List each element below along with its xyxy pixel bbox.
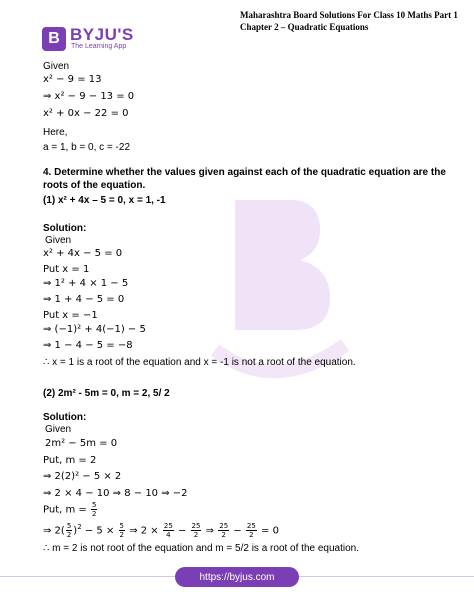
solution-label: Solution: [43,223,87,234]
step-line: ⇒ 2 × 4 − 10 ⇒ 8 − 10 ⇒ −2 [43,488,188,499]
byjus-logo [42,27,66,51]
equation-line: ⇒ x² − 9 − 13 = 0 [43,91,135,102]
logo-glyph: B [48,30,60,47]
put-line: Put, m = 2 [43,455,97,466]
brand-tagline: The Learning App [71,43,127,50]
given-label: Given [45,235,72,246]
equation-line: x² − 9 = 13 [43,74,102,85]
put-line-fraction [43,501,98,518]
fraction: $\frac{5}{2}$ [91,501,97,518]
equation-line: 2m² − 5m = 0 [45,438,118,449]
part1-title: (1) x² + 4x – 5 = 0, x = 1, -1 [43,195,166,206]
solution-label: Solution: [43,412,87,423]
equation-line: x² + 4x − 5 = 0 [43,248,123,259]
given-label: Given [45,424,72,435]
brand-name: BYJU'S [70,25,134,44]
header-title: Maharashtra Board Solutions For Class 10 Maths Part 1 [240,10,458,20]
put-prefix: Put, m = [43,504,90,516]
put-line: Put x = −1 [43,310,98,321]
step-line: ⇒ 1 + 4 − 5 = 0 [43,294,125,305]
footer-url-link[interactable]: https://byjus.com [175,567,299,587]
here-label: Here, [43,127,68,138]
given-label: Given [43,61,70,72]
put-line: Put x = 1 [43,264,90,275]
conclusion: ∴ m = 2 is not root of the equation and m = 5/2 is a root of the equation. [43,543,360,554]
step-line: ⇒ 2(2)² − 5 × 2 [43,471,122,482]
part2-title: (2) 2m² - 5m = 0, m = 2, 5/ 2 [43,388,170,399]
equation-line: x² + 0x − 22 = 0 [43,108,129,119]
step-line: ⇒ 1² + 4 × 1 − 5 [43,278,129,289]
step-line-fractions: ⇒ 2( $\frac{5}{2}$ )$^2$ − 5 × $\frac{5}{2}$ ⇒ 2 × $\frac{25}{4}$ − $\frac{25}{2}$ ⇒ $\frac{25}{2}$ − $\frac{25}{2}$ = 0 [43,522,279,539]
question-heading: 4. Determine whether the values given against each of the quadratic equation are the [43,167,446,178]
step-line: ⇒ (−1)² + 4(−1) − 5 [43,324,146,335]
coefficients-line: a = 1, b = 0, c = -22 [43,142,131,153]
step-line: ⇒ 1 − 4 − 5 = −8 [43,340,133,351]
question-heading-cont: roots of the equation. [43,180,146,191]
conclusion: ∴ x = 1 is a root of the equation and x = -1 is not a root of the equation. [43,357,356,368]
header-chapter: Chapter 2 – Quadratic Equations [240,22,369,32]
